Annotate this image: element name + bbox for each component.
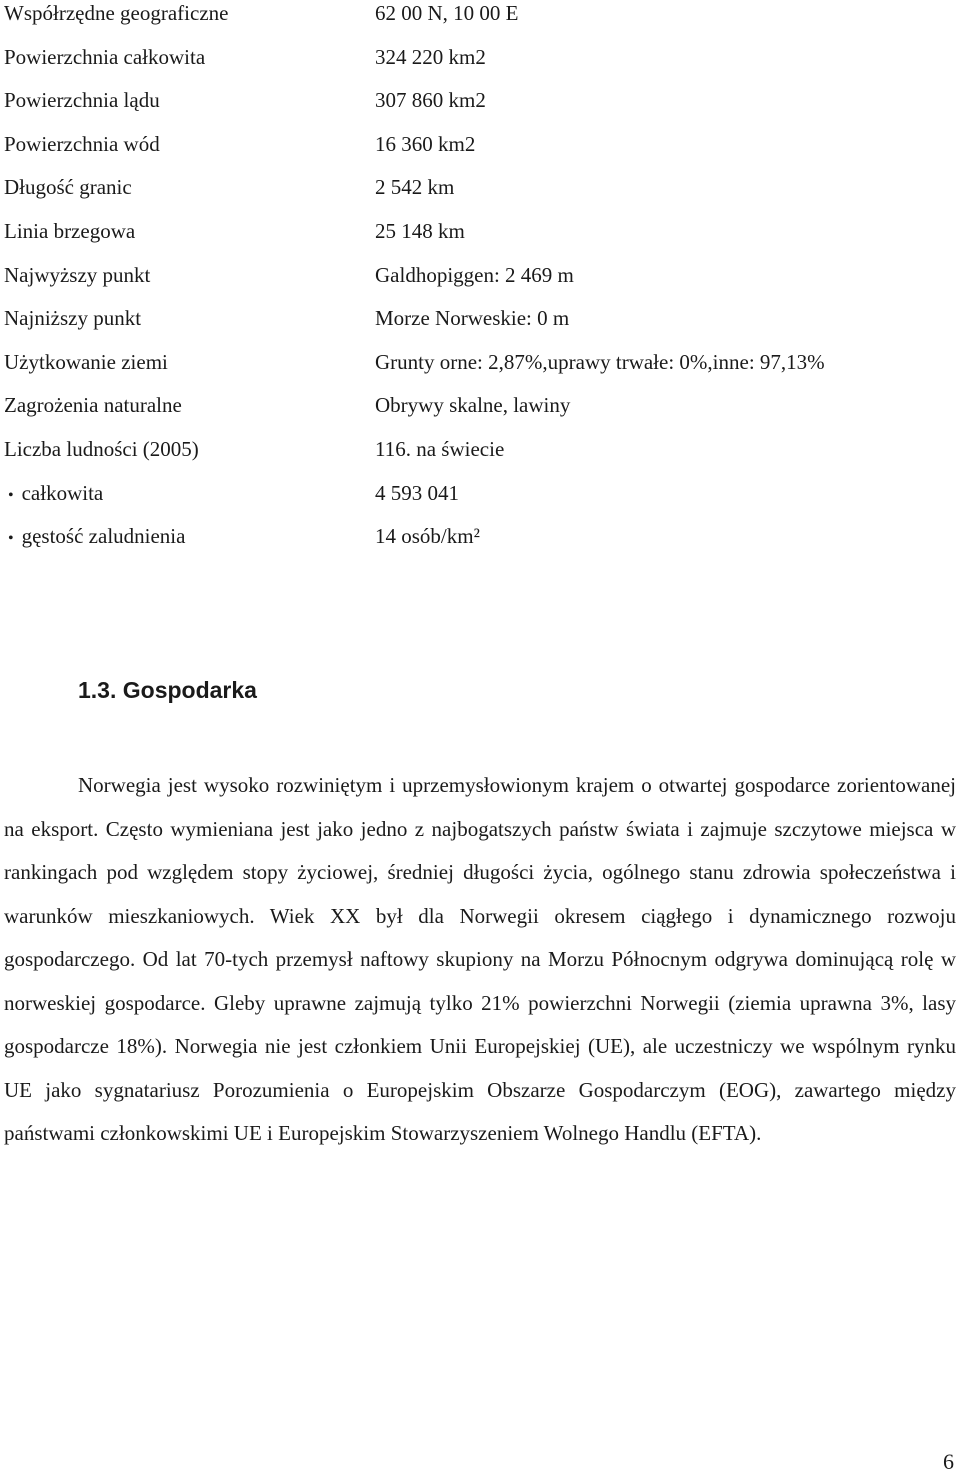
fact-label: Zagrożenia naturalne <box>4 393 182 418</box>
fact-label: Użytkowanie ziemi <box>4 349 168 374</box>
fact-row-land-area <box>4 79 954 123</box>
fact-label: Współrzędne geograficzne <box>4 1 229 25</box>
fact-row-coordinates <box>4 0 954 36</box>
fact-row-population-total <box>4 472 954 516</box>
fact-label: Powierzchnia całkowita <box>4 44 206 69</box>
section-paragraph: Norwegia jest wysoko rozwiniętym i uprzemysłowionym krajem o otwartej gospodarce zorientowanej na eksport. Często wymieniana jest jako jedno z najbogatszych państw świata i zajmuje szczytowe miejsca w rankingach pod względem stopy życiowej, średniej długości życia, ogólnego stanu zdrowia społeczeństwa i warunków mieszkaniowych. Wiek XX był dla Norwegii okresem ciągłego i dynamicznego rozwoju gospodarczego. Od lat 70-tych przemysł naftowy skupiony na Morzu Północnym odgrywa dominującą rolę w norweskiej gospodarce. Gleby uprawne zajmują tylko 21% powierzchni Norwegii (ziemia uprawna 3%, lasy gospodarcze 18%). Norwegia nie jest członkiem Unii Europejskiej (UE), ale uczestniczy we wspólnym rynku UE jako sygnatariusz Porozumienia o Europejskim Obszarze Gospodarczym (EOG), zawartego między państwami członkowskimi UE i Europejskim Stowarzyszeniem Wolnego Handlu (EFTA). <box>4 773 956 1145</box>
fact-label: Powierzchnia wód <box>4 131 160 156</box>
fact-row-natural-hazards <box>4 384 954 428</box>
fact-row-population <box>4 428 954 472</box>
fact-value: 4 593 041 <box>375 480 459 505</box>
fact-row-coastline <box>4 210 954 254</box>
fact-row-total-area <box>4 36 954 80</box>
fact-label: Najwyższy punkt <box>4 262 151 287</box>
fact-row-land-use <box>4 341 954 385</box>
page-number: 6 <box>943 1449 954 1474</box>
facts-table <box>4 0 954 559</box>
fact-value: 307 860 km2 <box>375 88 486 113</box>
fact-value: 324 220 km2 <box>375 44 486 69</box>
fact-label <box>8 472 103 518</box>
fact-label: Długość granic <box>4 175 132 200</box>
bullet-icon: • <box>8 486 14 504</box>
fact-label <box>8 515 185 561</box>
fact-value: 25 148 km <box>375 218 465 243</box>
fact-label: Najniższy punkt <box>4 306 142 331</box>
fact-label: Liczba ludności (2005) <box>4 436 199 461</box>
fact-row-highest-point <box>4 254 954 298</box>
fact-value: 62 00 N, 10 00 E <box>375 1 519 25</box>
fact-label: Powierzchnia lądu <box>4 88 160 113</box>
fact-value: Galdhopiggen: 2 469 m <box>375 262 574 287</box>
fact-row-border-length <box>4 166 954 210</box>
fact-value: 2 542 km <box>375 175 455 200</box>
fact-value: 14 osób/km² <box>375 524 480 549</box>
fact-label-text: gęstość zaludnienia <box>21 524 186 549</box>
fact-row-water-area <box>4 123 954 167</box>
fact-label-text: całkowita <box>21 480 104 505</box>
bullet-icon: • <box>8 530 14 548</box>
fact-row-population-density <box>4 515 954 559</box>
fact-value: Grunty orne: 2,87%,uprawy trwałe: 0%,inne: 97,13% <box>375 349 825 374</box>
fact-label: Linia brzegowa <box>4 218 136 243</box>
fact-value: 16 360 km2 <box>375 131 476 156</box>
fact-value: Obrywy skalne, lawiny <box>375 393 571 418</box>
section-heading: 1.3. Gospodarka <box>78 677 257 703</box>
fact-value: 116. na świecie <box>375 436 505 461</box>
fact-row-lowest-point <box>4 297 954 341</box>
fact-value: Morze Norweskie: 0 m <box>375 306 570 331</box>
